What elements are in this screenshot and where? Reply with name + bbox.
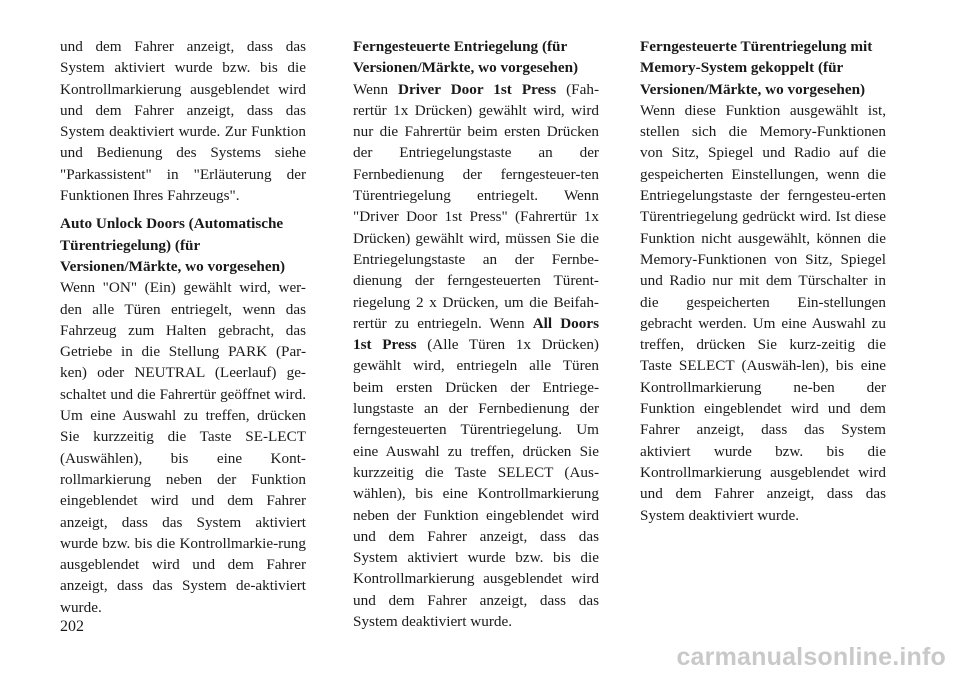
section-heading-auto-unlock: Auto Unlock Doors (Automatische Türentriegelung) (für Versionen/Märkte, wo vorgesehen) [60,215,286,275]
watermark: carmanualsonline.info [676,643,946,671]
text-column-right [640,36,886,526]
auto-unlock-paragraph: Wenn "ON" (Ein) gewählt wird, wer-den alle Türen entriegelt, wenn das Fahrzeug zum Halten gebracht, das Getriebe in die Stellung PARK (Par-ken) oder NEUTRAL (Leerlauf) ge-schaltet und die Fahrertür geöffnet wird. Um eine Auswahl zu treffen, drücken Sie kurzzeitig die Taste SE-LECT (Auswählen), bis eine Kont-rollmarkierung neben der Funktion eingeblendet wird und dem Fahrer anzeigt, dass das System aktiviert wurde bzw. bis die Kontrollmarkie-rung ausgeblendet wird und dem Fahrer anzeigt, dass das System de-aktiviert wurde. [60,279,306,616]
intro-paragraph: und dem Fahrer anzeigt, dass das System aktiviert wurde bzw. bis die Kontrollmarkierung ausgeblendet wird und dem Fahrer anzeigt, dass das System deaktiviert wurde. Zur Funktion und Bedienung des Systems siehe "Parkassistent" in "Erläuterung der Funktionen Ihres Fahrzeugs". [60,38,306,205]
option-all-doors-1st-press: All Doors 1st Press [353,314,600,354]
section-heading-remote-unlock: Ferngesteuerte Entriegelung (für Versionen/Märkte, wo vorgesehen) [353,38,579,77]
section-heading-memory-link: Ferngesteuerte Türentriegelung mit Memory-System gekoppelt (für Versionen/Märkte, wo vorgesehen) [640,38,873,98]
paragraph-text: Wenn [353,80,399,98]
paragraph-text: (Fah-rertür 1x Drücken) gewählt wird, wird nur die Fahrertür beim ersten Drücken der Entriegelungstaste an der Fernbedienung der ferngesteuer-ten Türentriegelung entriegelt. Wenn "Driver Door 1st Press" (Fahrertür 1x Drücken) gewählt wird, müssen Sie die Entriegelungstaste an der Fernbe-dienung der ferngesteuerten Türent-riegelung 2 x Drücken, um die Beifah-rertür zu entriegeln. Wenn [353,80,600,332]
option-driver-door-1st-press: Driver Door 1st Press [398,80,557,98]
text-column-left [60,36,306,618]
text-column-middle [353,36,599,632]
paragraph-text: (Alle Türen 1x Drücken) gewählt wird, entriegeln alle Türen beim ersten Drücken der Entriege-lungstaste an der Fernbedienung der ferngesteuerten Türentriegelung. Um eine Auswahl zu treffen, drücken Sie kurzzeitig die Taste SELECT (Aus-wählen), bis eine Kontrollmarkierung neben der Funktion eingeblendet wird und dem Fahrer anzeigt, dass das System aktiviert wurde bzw. bis die Kontrollmarkierung ausgeblendet wird und dem Fahrer anzeigt, dass das System deaktiviert wurde. [353,336,599,631]
remote-unlock-paragraph [353,79,599,633]
page-number: 202 [60,618,84,635]
memory-link-paragraph: Wenn diese Funktion ausgewählt ist, stellen sich die Memory-Funktionen von Sitz, Spiegel und Radio auf die gespeicherten Einstellungen, wenn die Entriegelungstaste der ferngesteu-erten Türentriegelung gedrückt wird. Ist diese Funktion nicht ausgewählt, können die Memory-Funktionen von Sitz, Spiegel und Radio nur mit dem Türschalter in die gespeicherten Ein-stellungen gebracht werden. Um eine Auswahl zu treffen, drücken Sie kurz-zeitig die Taste SELECT (Auswäh-len), bis eine Kontrollmarkierung ne-ben der Funktion eingeblendet wird und dem Fahrer anzeigt, dass das System aktiviert wurde bzw. bis die Kontrollmarkierung ausgeblendet wird und dem Fahrer anzeigt, dass das System deaktiviert wurde. [640,101,886,524]
